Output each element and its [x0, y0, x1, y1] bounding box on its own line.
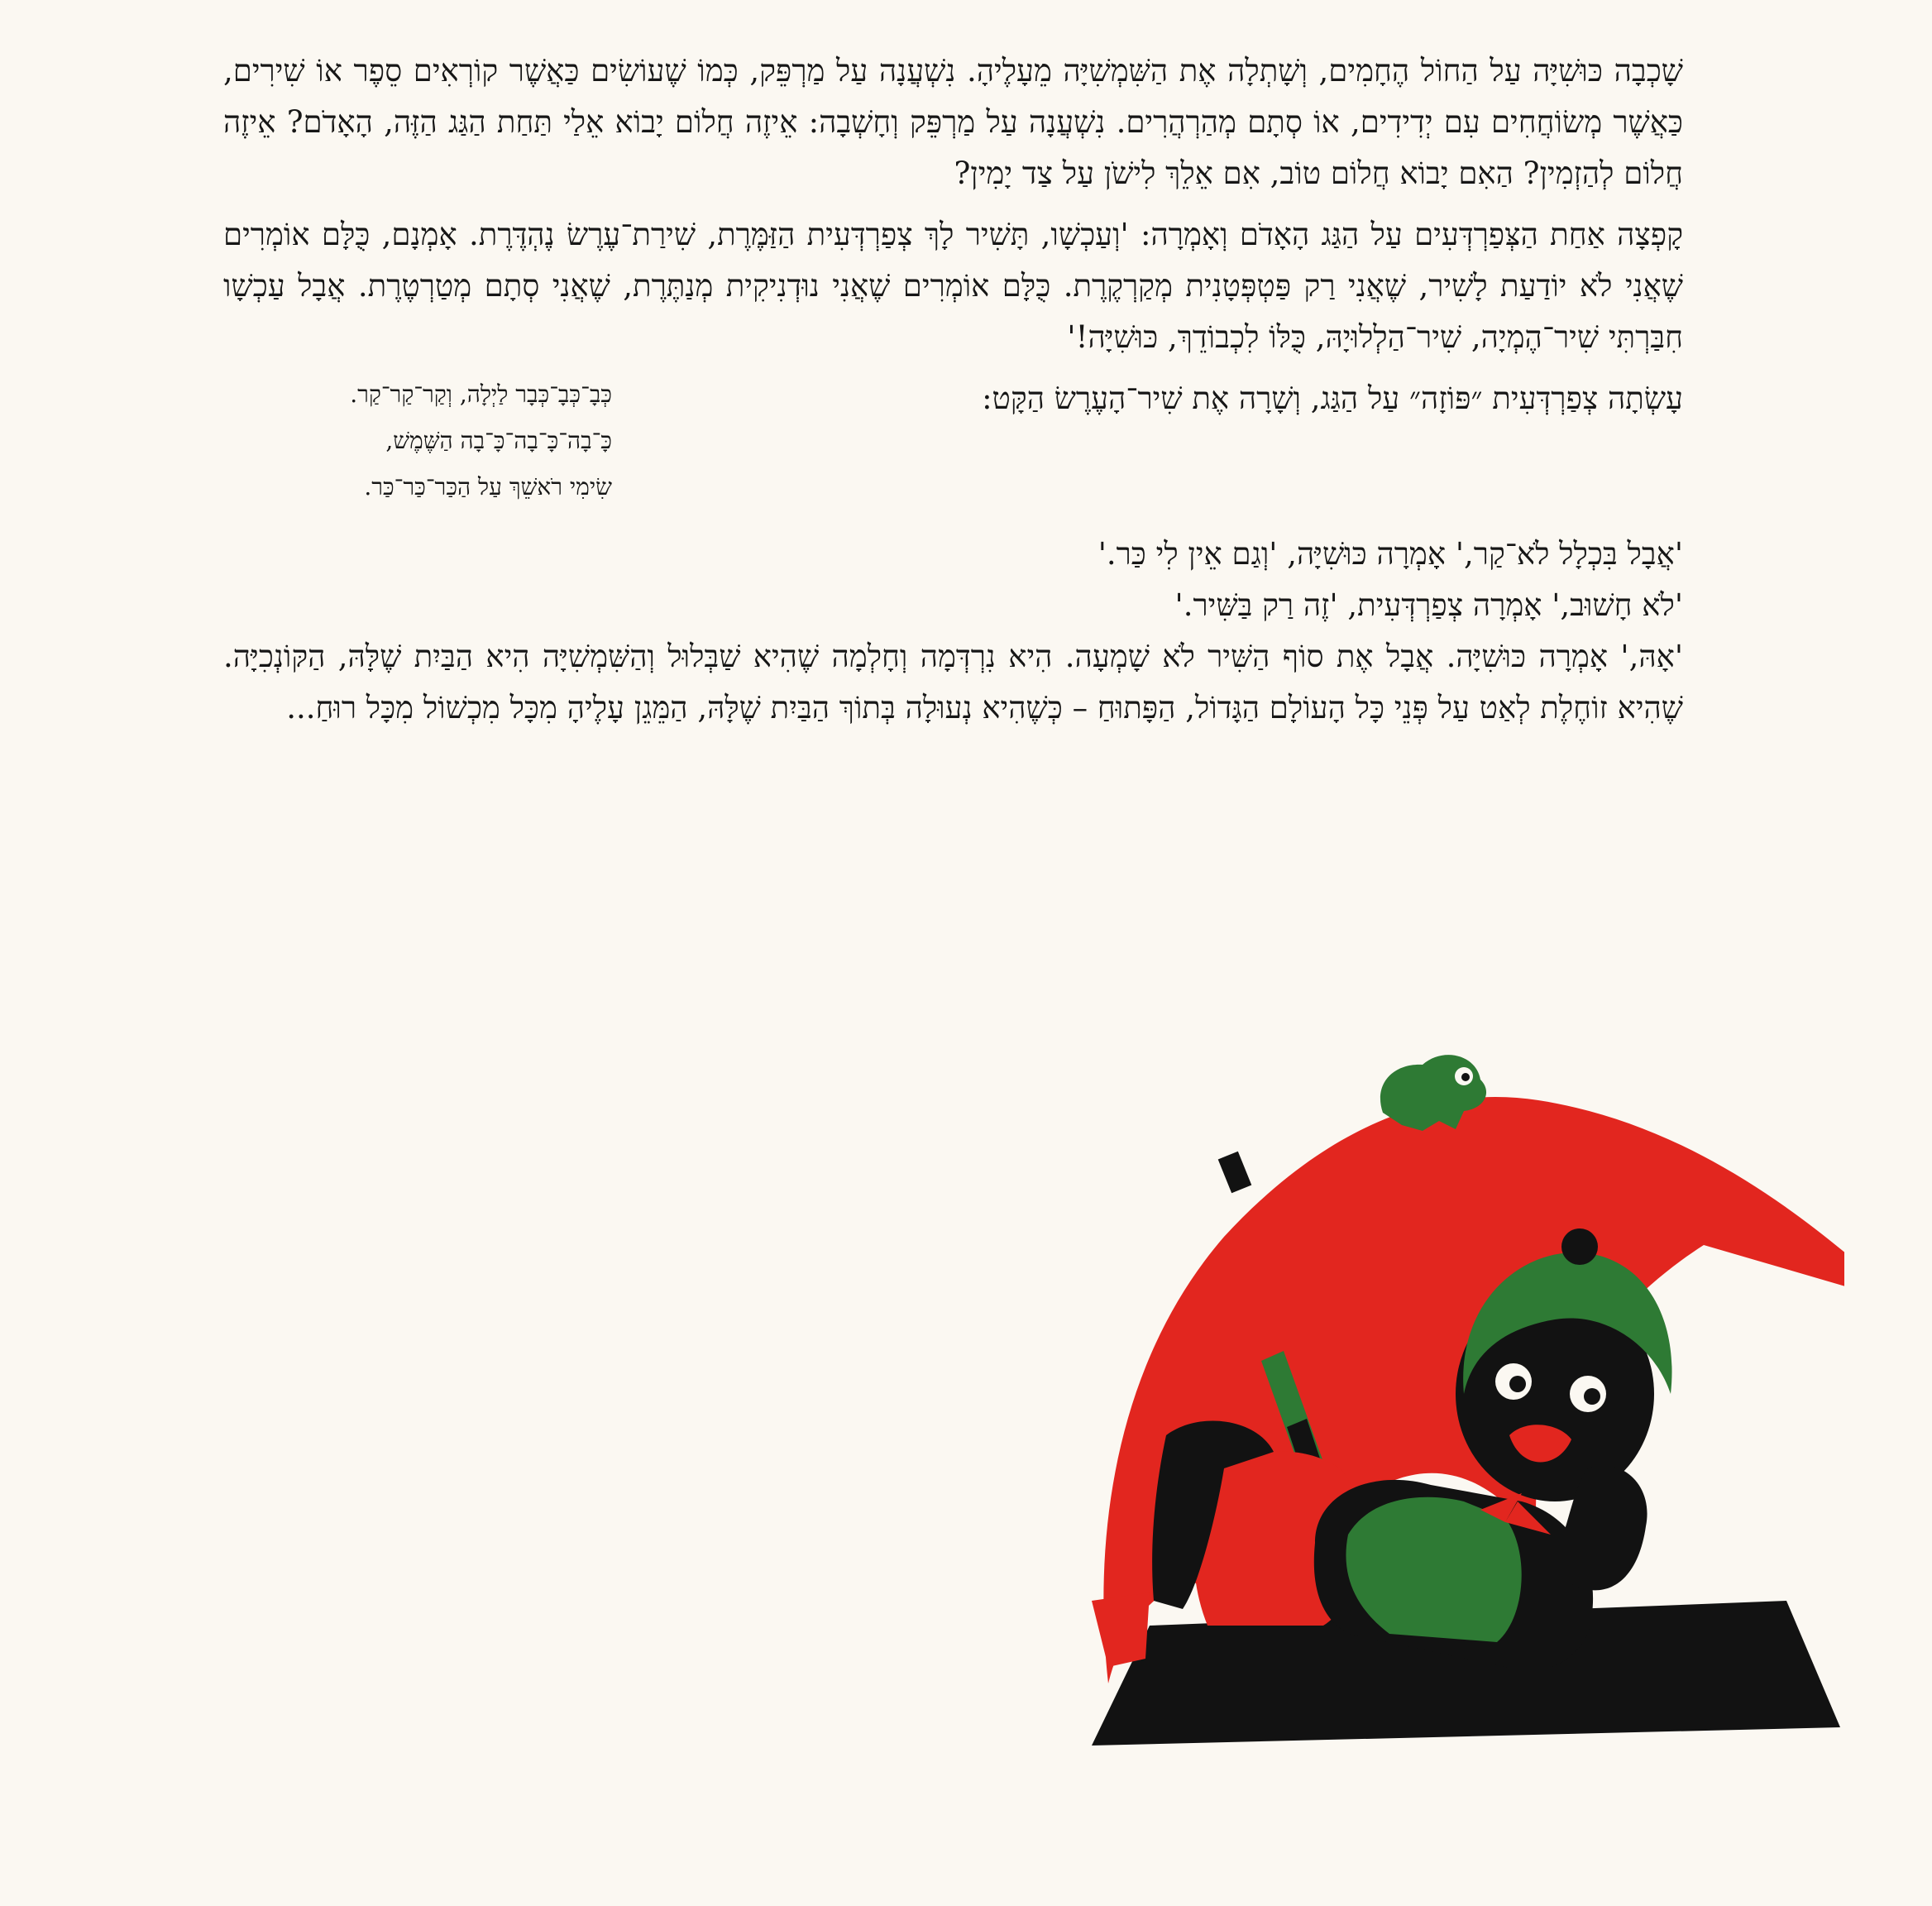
poem-line-3: שִׂימִי רֹאשֵׁךְ עַל הַכַּר־כַּר־כַּר.	[364, 473, 612, 500]
umbrella-tip	[1218, 1152, 1252, 1194]
girl-under-umbrella-illustration	[1075, 1005, 1844, 1750]
dialog-line-2: 'לֹא חָשׁוּב,' אָמְרָה צְפַרְדְּעִית, 'זֶה רַק בַּשִּׁיר.'	[1174, 587, 1683, 623]
lullaby-poem	[223, 371, 612, 510]
story-text	[223, 45, 1683, 744]
dialog-line-1: 'אֲבָל בִּכְלָל לֹא־קַר,' אָמְרָה כּוּשִׁיָּה, 'וְגַם אֵין לִי כַּר.'	[1098, 536, 1683, 572]
song-intro-row	[223, 373, 1683, 510]
paragraph-1: שָׁכְבָה כּוּשִׁיָּה עַל הַחוֹל הֶחָמִים, וְשָׁתְלָה אֶת הַשִּׁמְשִׁיָּה מֵעָלֶיהָ. נִשְׁעֲנָה עַל מַרְפֵּק, כְּמוֹ שֶׁעוֹשִׂים כַּאֲשֶׁר קוֹרְאִים סֵפֶר אוֹ שִׁירִים, כַּאֲשֶׁר מְשׂוֹחֲחִים עִם יְדִידִים, אוֹ סְתָם מְהַרְהֲרִים. נִשְׁעֲנָה עַל מַרְפֵּק וְחָשְׁבָה: אֵיזֶה חֲלוֹם יָבוֹא אֵלַי תַּחַת הַגַּג הַזֶּה, הָאָדֹם? אֵיזֶה חֲלוֹם לְהַזְמִין? הַאִם יָבוֹא חֲלוֹם טוֹב, אִם אֵלֵךְ לִישֹׁן עַל צַד יָמִין?	[223, 53, 1683, 191]
poem-line-1: כְּבָ־כְּבָ־כְּבָר לַיְלָה, וְקַר־קַר־קַר.	[350, 381, 612, 408]
foot-red	[1092, 1592, 1150, 1667]
dialog-block	[223, 529, 1683, 631]
closing-paragraph: 'אָהּ,' אָמְרָה כּוּשִׁיָּה. אֲבָל אֶת סוֹף הַשִּׁיר לֹא שָׁמְעָה. הִיא נִרְדְּמָה וְחָלְמָה שֶׁהִיא שַׁבְּלוּל וְהַשִּׁמְשִׁיָּה הִיא הַבַּיִת שֶׁלָּהּ, הַקּוֹנְכִיָּה. שֶׁהִיא זוֹחֶלֶת לְאַט עַל פְּנֵי כָּל הָעוֹלָם הַגָּדוֹל, הַפָּתוּחַ – כְּשֶׁהִיא נְעוּלָה בְּתוֹךְ הַבַּיִת שֶׁלָּהּ, הַמֵּגֵן עָלֶיהָ מִכָּל מִכְשׁוֹל מִכָּל רוּחַ...	[223, 639, 1683, 726]
poem-line-2: כָּ־בָה־כָּ־בָה־כָּ־בָה הַשֶּׁמֶשׁ,	[385, 427, 612, 454]
song-intro: עָשְׂתָה צְפַרְדְּעִית ״פּוֹזָה״ עַל הַגַּג, וְשָׁרָה אֶת שִׁיר־הָעֶרֶשׂ הַקָּט:	[982, 381, 1683, 416]
bonnet-knot	[1561, 1228, 1598, 1265]
paragraph-2: קָפְצָה אַחַת הַצְּפַרְדְּעִים עַל הַגַּג הָאָדֹם וְאָמְרָה: 'וְעַכְשָׁו, תָּשִׁיר לָךְ צְפַרְדְּעִית הַזַּמֶּרֶת, שִׁירַת־עֶרֶשׂ נֶהְדֶּרֶת. אָמְנָם, כֻּלָּם אוֹמְרִים שֶׁאֲנִי לֹא יוֹדַעַת לָשִׁיר, שֶׁאֲנִי רַק פַּטְפְּטָנִית מְקַרְקֶרֶת. כֻּלָּם אוֹמְרִים שֶׁאֲנִי נוּדְנִיקִית מְנַתֶּרֶת, שֶׁאֲנִי סְתָם מְטַרְטֶרֶת. אֲבָל עַכְשָׁו חִבַּרְתִּי שִׁיר־הֶמְיָה, שִׁיר־הַלְלוּיָהּ, כֻּלּוֹ לִכְבוֹדֵךְ, כּוּשִׁיָּה!'	[223, 217, 1683, 355]
